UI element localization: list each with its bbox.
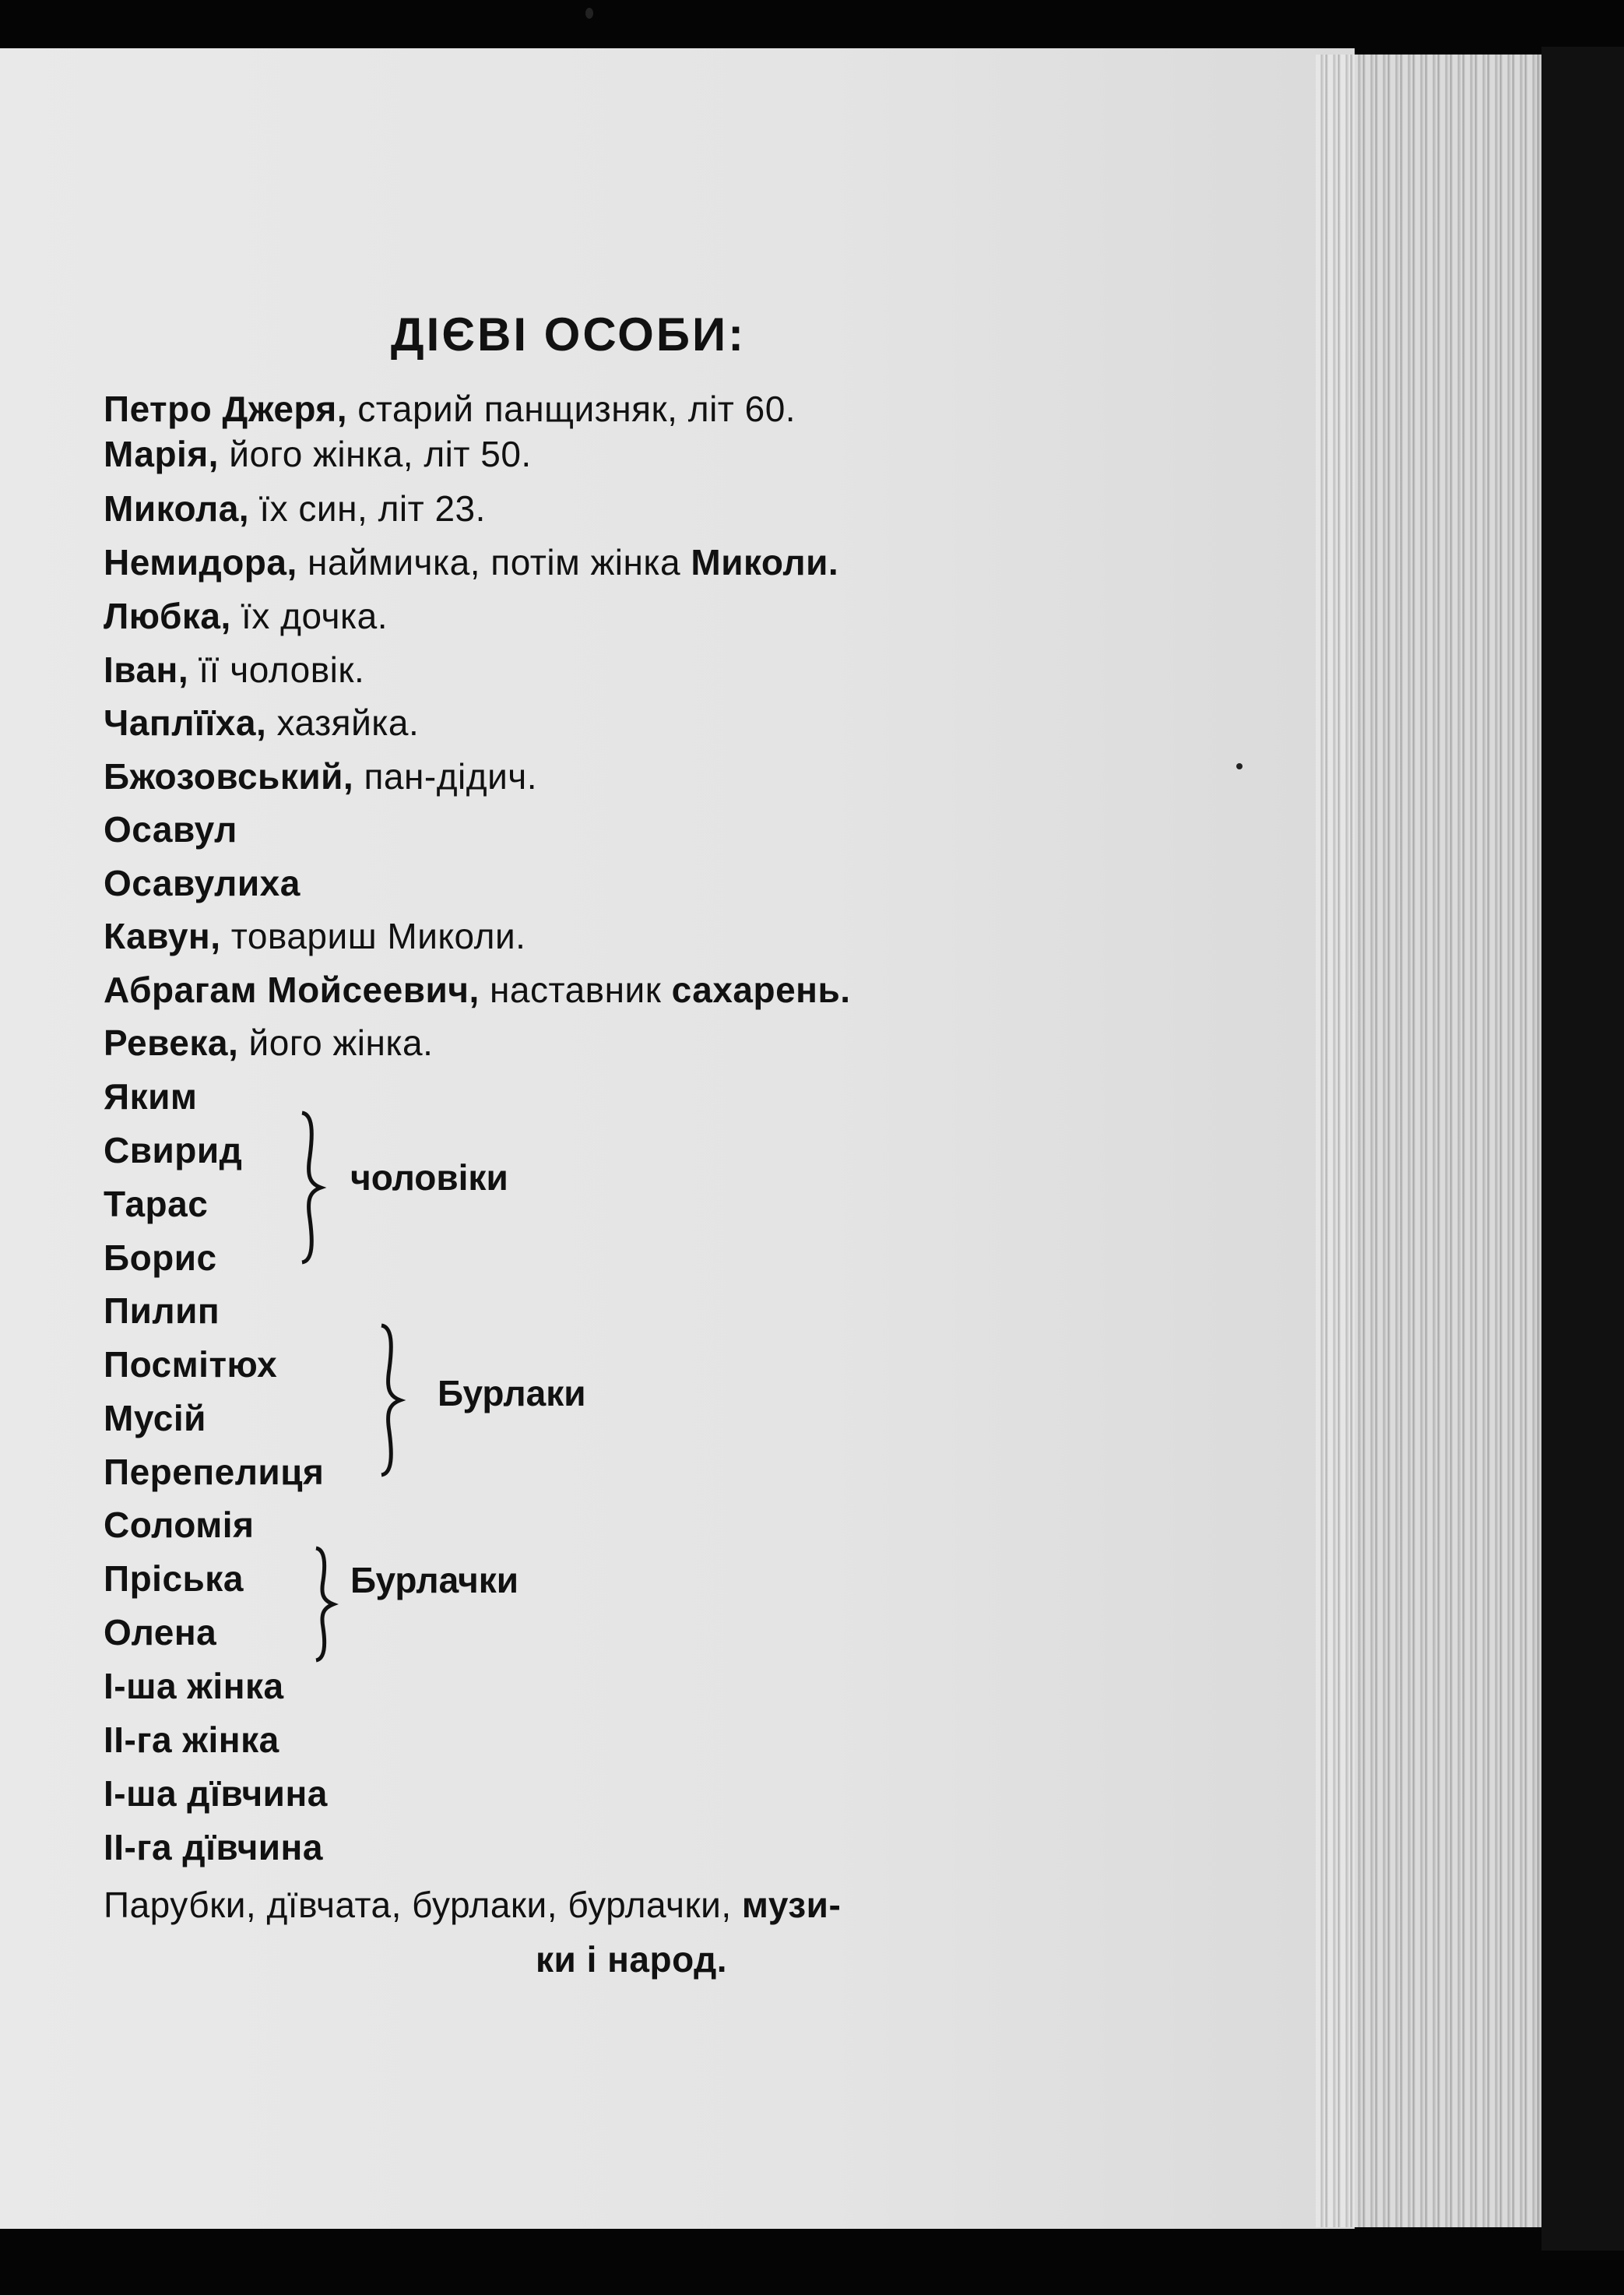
group-member [104, 1236, 217, 1279]
group-member [104, 1610, 216, 1654]
character-name: Бжозовський, [104, 756, 354, 797]
character-name: Абрагам Мойсеевич, [104, 970, 480, 1010]
member-name: Борис [104, 1237, 217, 1278]
character-line [104, 914, 526, 958]
character-name: Петро Джеря, [104, 389, 348, 429]
member-name: Пилип [104, 1290, 220, 1331]
group-member [104, 1450, 324, 1494]
closing-text-2: ки і народ. [536, 1939, 728, 1980]
group-member [104, 1343, 277, 1386]
group-label: Бурлаки [438, 1373, 586, 1413]
curly-brace [311, 1546, 339, 1663]
member-name: Мусій [104, 1398, 206, 1438]
character-desc-tail: Миколи. [691, 542, 839, 583]
extra-line [104, 1664, 284, 1708]
group-member [104, 1557, 244, 1600]
character-name: Любка, [104, 596, 231, 636]
character-desc: хазяйка. [266, 702, 420, 743]
member-name: Олена [104, 1612, 217, 1653]
character-line [104, 701, 419, 744]
character-line [104, 808, 237, 851]
closing-line-2 [536, 1938, 727, 1981]
member-name: Свирид [104, 1130, 243, 1170]
character-desc: старий панщизняк, літ 60. [347, 389, 796, 429]
character-desc: пан-дідич. [353, 756, 538, 797]
group-member [104, 1128, 242, 1172]
extra-name: І-ша дївчина [104, 1773, 328, 1814]
character-desc: його жінка. [238, 1023, 434, 1063]
character-name: Микола, [104, 488, 250, 529]
character-name: Осавулиха [104, 863, 301, 903]
character-desc: товариш Миколи. [220, 916, 526, 956]
character-line [104, 861, 301, 905]
character-line [104, 968, 851, 1012]
group-member [104, 1289, 220, 1332]
extra-name: ІІ-га жінка [104, 1719, 279, 1760]
character-name: Марія, [104, 434, 219, 474]
member-name: Перепелиця [104, 1452, 325, 1492]
character-desc: його жінка, літ 50. [218, 434, 532, 474]
group-label: чоловіки [350, 1157, 508, 1198]
extra-line [104, 1772, 328, 1815]
character-name: Немидора, [104, 542, 297, 583]
closing-line [104, 1883, 841, 1927]
character-name: Ревека, [104, 1023, 239, 1063]
extra-line [104, 1825, 323, 1869]
character-name: Осавул [104, 809, 237, 850]
character-desc: наставник [479, 970, 672, 1010]
curly-brace [375, 1322, 406, 1478]
character-line [104, 648, 364, 692]
group-label: Бурлачки [350, 1560, 519, 1600]
extra-name: ІІ-га дївчина [104, 1827, 323, 1867]
character-line [104, 387, 796, 431]
page-title: ДІЄВІ ОСОБИ: [390, 308, 747, 361]
character-desc: її чоловік. [188, 649, 365, 690]
character-line [104, 540, 838, 584]
character-desc: їх дочка. [230, 596, 388, 636]
character-name: Кавун, [104, 916, 221, 956]
extra-name: І-ша жінка [104, 1666, 284, 1706]
group-member [104, 1396, 206, 1440]
character-line [104, 594, 388, 638]
closing-tail: музи- [741, 1885, 842, 1925]
member-name: Соломія [104, 1505, 255, 1545]
member-name: Посмітюх [104, 1344, 278, 1385]
character-line [104, 1021, 433, 1065]
extra-line [104, 1718, 279, 1762]
member-name: Тарас [104, 1184, 209, 1224]
character-desc-tail: сахарень. [671, 970, 851, 1010]
binding-shadow [1541, 47, 1624, 2251]
member-name: Яким [104, 1076, 198, 1117]
character-desc: їх син, літ 23. [249, 488, 486, 529]
character-line [104, 487, 486, 530]
character-line [104, 755, 537, 798]
group-member [104, 1075, 197, 1118]
curly-brace [296, 1110, 327, 1265]
character-line [104, 432, 532, 476]
character-desc: наймичка, потім жінка [297, 542, 691, 583]
closing-text: Парубки, дївчата, бурлаки, бурлачки, [104, 1885, 742, 1925]
character-name: Чаплїїха, [104, 702, 267, 743]
group-member [104, 1503, 254, 1547]
member-name: Пріська [104, 1558, 244, 1599]
character-name: Іван, [104, 649, 189, 690]
group-member [104, 1182, 208, 1226]
